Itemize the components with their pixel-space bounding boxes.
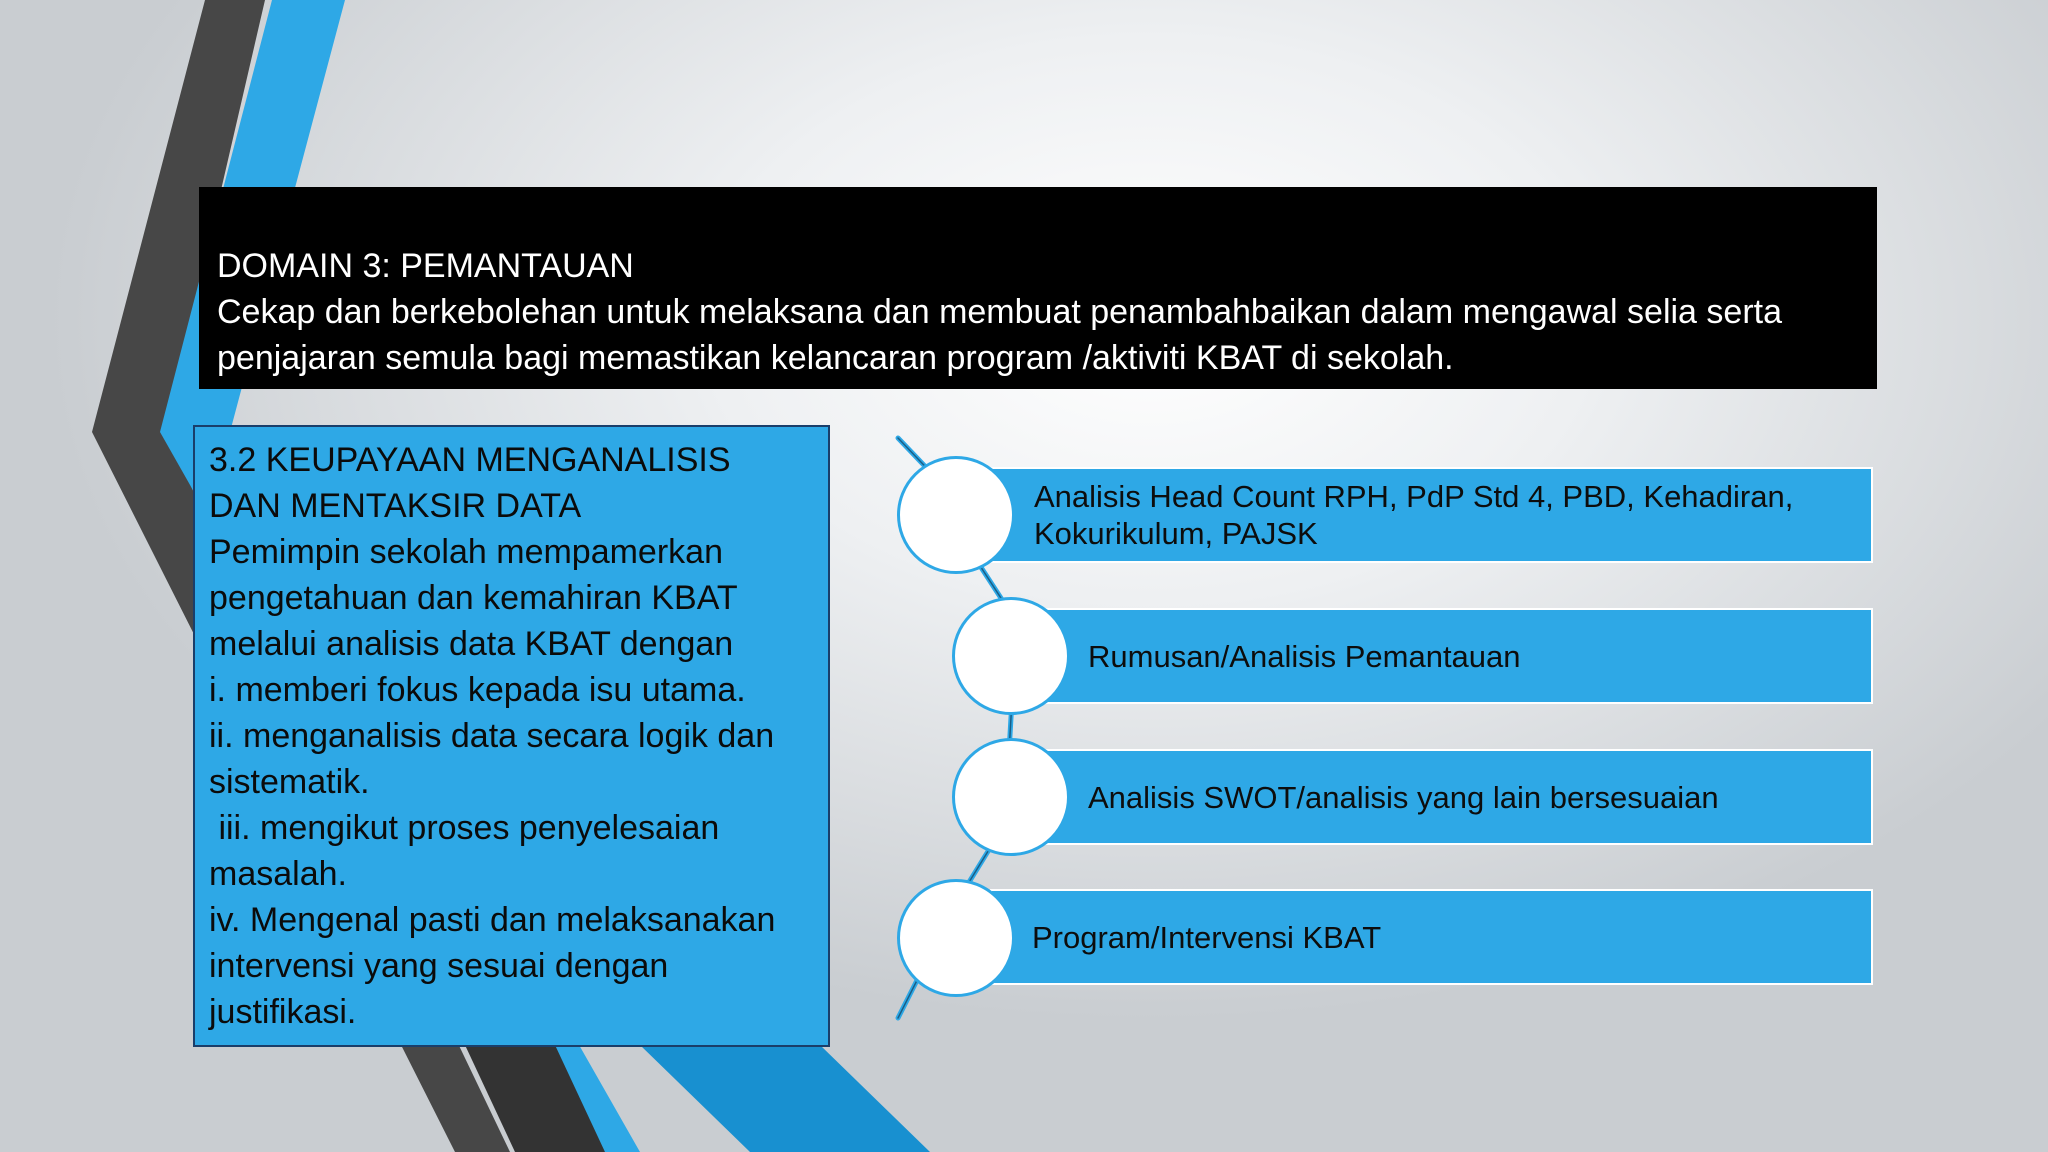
process-step-1-circle (897, 456, 1015, 574)
competency-line: iii. mengikut proses penyelesaian (209, 809, 720, 847)
process-step-4-label: Program/Intervensi KBAT (1032, 919, 1382, 955)
competency-line: Pemimpin sekolah mempamerkan (209, 533, 723, 571)
competency-line: ii. menganalisis data secara logik dan (209, 717, 775, 755)
domain-header-box (199, 187, 1877, 389)
competency-line: melalui analisis data KBAT dengan (209, 625, 734, 663)
chevron-blue-lower (640, 1045, 930, 1152)
competency-line: sistematik. (209, 763, 370, 801)
competency-text-box (193, 425, 830, 1047)
domain-title: DOMAIN 3: PEMANTAUAN (217, 247, 634, 285)
process-step-1-bar (990, 467, 1873, 563)
process-step-4-bar (990, 889, 1873, 985)
process-step-1-label-line-2: Kokurikulum, PAJSK (1034, 516, 1318, 551)
process-step-3-label: Analisis SWOT/analisis yang lain bersesuaian (1088, 779, 1719, 815)
process-step-2-label: Rumusan/Analisis Pemantauan (1088, 638, 1521, 674)
competency-line: DAN MENTAKSIR DATA (209, 487, 582, 525)
process-step-3-circle (952, 738, 1070, 856)
competency-line: 3.2 KEUPAYAAN MENGANALISIS (209, 441, 731, 479)
process-step-4-circle (897, 879, 1015, 997)
competency-line: pengetahuan dan kemahiran KBAT (209, 579, 738, 617)
process-step-2-circle (952, 597, 1070, 715)
competency-line: intervensi yang sesuai dengan (209, 947, 669, 985)
domain-description-line-1: Cekap dan berkebolehan untuk melaksana dan membuat penambahbaikan dalam mengawal selia serta (217, 293, 1782, 331)
process-step-2-bar (1044, 608, 1873, 704)
process-step-3-bar (1044, 749, 1873, 845)
competency-line: masalah. (209, 855, 347, 893)
competency-line: iv. Mengenal pasti dan melaksanakan (209, 901, 776, 939)
process-step-1-label-line-1: Analisis Head Count RPH, PdP Std 4, PBD, Kehadiran, (1034, 479, 1794, 514)
domain-description-line-2: penjajaran semula bagi memastikan kelancaran program /aktiviti KBAT di sekolah. (217, 339, 1454, 377)
competency-line: i. memberi fokus kepada isu utama. (209, 671, 746, 709)
competency-line: justifikasi. (209, 993, 357, 1031)
